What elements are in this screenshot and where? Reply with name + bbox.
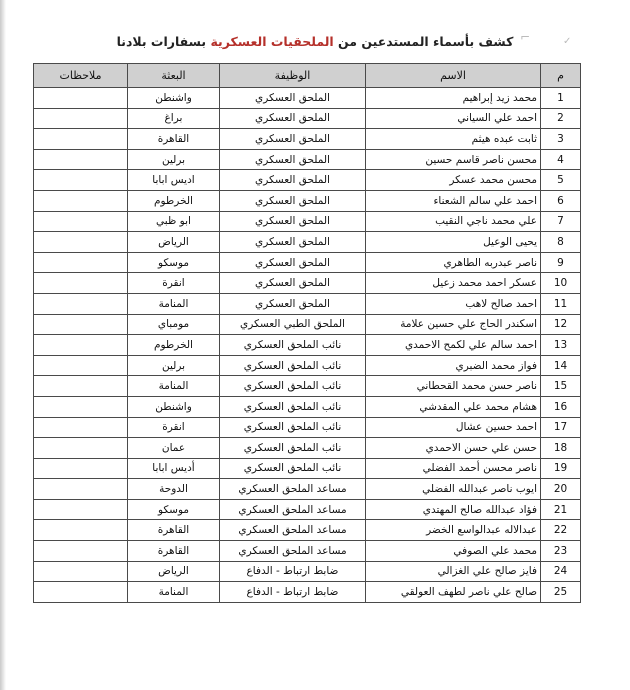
row-number: 18 (541, 438, 581, 459)
row-name: هشام محمد علي المقدشي (366, 396, 541, 417)
row-notes (34, 252, 128, 273)
table-row (34, 232, 581, 253)
row-mission: أديس ابابا (128, 458, 220, 479)
row-job: نائب الملحق العسكري (220, 417, 366, 438)
row-name: يحيى الوعيل (366, 232, 541, 253)
row-name: عسكر احمد محمد زعيل (366, 273, 541, 294)
row-number: 2 (541, 108, 581, 129)
row-mission: ابو ظبي (128, 211, 220, 232)
table-row (34, 479, 581, 500)
scan-mark-icon: ⌐ (520, 30, 531, 44)
row-mission: الدوحة (128, 479, 220, 500)
title-prefix: كشف بأسماء المستدعين من (333, 34, 514, 49)
table-row (34, 499, 581, 520)
table-row (34, 108, 581, 129)
table-row (34, 293, 581, 314)
row-number: 17 (541, 417, 581, 438)
row-name: ايوب ناصر عبدالله الفضلي (366, 479, 541, 500)
row-notes (34, 108, 128, 129)
row-notes (34, 479, 128, 500)
row-name: صالح علي ناصر لطهف العولقي (366, 582, 541, 603)
table-row (34, 211, 581, 232)
row-number: 20 (541, 479, 581, 500)
row-job: مساعد الملحق العسكري (220, 541, 366, 562)
table-row (34, 541, 581, 562)
row-mission: اديس ابابا (128, 170, 220, 191)
row-name: عبدالاله عبدالواسع الخضر (366, 520, 541, 541)
row-number: 22 (541, 520, 581, 541)
table-row (34, 355, 581, 376)
row-job: الملحق العسكري (220, 252, 366, 273)
row-mission: المنامة (128, 376, 220, 397)
row-name: احمد صالح لاهب (366, 293, 541, 314)
row-name: ناصر محسن أحمد الفضلي (366, 458, 541, 479)
row-job: الملحق العسكري (220, 108, 366, 129)
row-name: ثابت عبده هيثم (366, 129, 541, 150)
table-row (34, 561, 581, 582)
table-row (34, 190, 581, 211)
row-mission: الخرطوم (128, 190, 220, 211)
row-mission: انقرة (128, 273, 220, 294)
row-notes (34, 273, 128, 294)
row-number: 14 (541, 355, 581, 376)
title-suffix: بسفارات بلادنا (116, 34, 211, 49)
row-mission: عمان (128, 438, 220, 459)
row-notes (34, 314, 128, 335)
row-notes (34, 149, 128, 170)
table-row (34, 396, 581, 417)
row-name: محسن محمد عسكر (366, 170, 541, 191)
row-mission: الرياض (128, 561, 220, 582)
row-notes (34, 293, 128, 314)
row-number: 11 (541, 293, 581, 314)
row-number: 25 (541, 582, 581, 603)
row-notes (34, 561, 128, 582)
row-notes (34, 541, 128, 562)
row-job: نائب الملحق العسكري (220, 376, 366, 397)
row-job: مساعد الملحق العسكري (220, 520, 366, 541)
row-notes (34, 335, 128, 356)
row-job: الملحق العسكري (220, 232, 366, 253)
row-notes (34, 458, 128, 479)
row-name: محسن ناصر قاسم حسين (366, 149, 541, 170)
row-job: نائب الملحق العسكري (220, 335, 366, 356)
row-job: نائب الملحق العسكري (220, 438, 366, 459)
row-name: اسكندر الحاج علي حسين علامة (366, 314, 541, 335)
row-number: 21 (541, 499, 581, 520)
row-name: محمد علي الصوفي (366, 541, 541, 562)
row-job: ضابط ارتباط - الدفاع (220, 582, 366, 603)
row-number: 13 (541, 335, 581, 356)
row-number: 9 (541, 252, 581, 273)
header-num: م (541, 64, 581, 88)
title-highlight: الملحقيات العسكرية (210, 34, 334, 49)
row-job: نائب الملحق العسكري (220, 355, 366, 376)
row-notes (34, 211, 128, 232)
row-name: فؤاد عبدالله صالح المهتدي (366, 499, 541, 520)
row-mission: المنامة (128, 582, 220, 603)
table-row (34, 520, 581, 541)
header-notes: ملاحظات (34, 64, 128, 88)
row-notes (34, 190, 128, 211)
row-notes (34, 520, 128, 541)
row-mission: انقرة (128, 417, 220, 438)
row-notes (34, 232, 128, 253)
header-mission: البعثة (128, 64, 220, 88)
row-mission: مومباي (128, 314, 220, 335)
row-number: 23 (541, 541, 581, 562)
row-name: فايز صالح علي الغزالي (366, 561, 541, 582)
row-mission: براغ (128, 108, 220, 129)
table-row (34, 129, 581, 150)
document-title (0, 34, 630, 49)
row-number: 15 (541, 376, 581, 397)
row-mission: المنامة (128, 293, 220, 314)
row-mission: الخرطوم (128, 335, 220, 356)
row-job: مساعد الملحق العسكري (220, 499, 366, 520)
row-number: 24 (541, 561, 581, 582)
row-name: حسن علي حسن الاحمدي (366, 438, 541, 459)
row-name: احمد سالم علي لكمح الاحمدي (366, 335, 541, 356)
row-number: 4 (541, 149, 581, 170)
row-job: الملحق العسكري (220, 88, 366, 109)
table-row (34, 458, 581, 479)
row-mission: واشنطن (128, 88, 220, 109)
row-mission: برلين (128, 355, 220, 376)
row-number: 7 (541, 211, 581, 232)
row-notes (34, 355, 128, 376)
row-name: فواز محمد الضبري (366, 355, 541, 376)
row-mission: القاهرة (128, 129, 220, 150)
row-job: ضابط ارتباط - الدفاع (220, 561, 366, 582)
row-name: احمد حسين عشال (366, 417, 541, 438)
row-notes (34, 170, 128, 191)
table-row (34, 88, 581, 109)
row-job: الملحق العسكري (220, 190, 366, 211)
row-mission: موسكو (128, 499, 220, 520)
row-notes (34, 582, 128, 603)
table-row (34, 149, 581, 170)
row-notes (34, 396, 128, 417)
table-row (34, 438, 581, 459)
row-number: 10 (541, 273, 581, 294)
row-number: 19 (541, 458, 581, 479)
table-row (34, 252, 581, 273)
table-row (34, 314, 581, 335)
row-job: نائب الملحق العسكري (220, 458, 366, 479)
row-name: ناصر حسن محمد القحطاني (366, 376, 541, 397)
table-row (34, 273, 581, 294)
row-mission: القاهرة (128, 520, 220, 541)
header-job: الوظيفة (220, 64, 366, 88)
row-job: الملحق العسكري (220, 149, 366, 170)
row-number: 5 (541, 170, 581, 191)
row-mission: واشنطن (128, 396, 220, 417)
recalled-attaches-table (33, 63, 581, 603)
row-name: علي محمد ناجي النقيب (366, 211, 541, 232)
table-row (34, 376, 581, 397)
row-number: 3 (541, 129, 581, 150)
row-mission: برلين (128, 149, 220, 170)
table-row (34, 170, 581, 191)
header-name: الاسم (366, 64, 541, 88)
row-name: احمد علي السياني (366, 108, 541, 129)
row-name: محمد زيد إبراهيم (366, 88, 541, 109)
table-row (34, 335, 581, 356)
page-edge-shadow (0, 0, 6, 690)
row-notes (34, 88, 128, 109)
row-notes (34, 129, 128, 150)
row-job: الملحق العسكري (220, 170, 366, 191)
table-header-row (34, 64, 581, 88)
row-mission: الرياض (128, 232, 220, 253)
table-row (34, 417, 581, 438)
row-notes (34, 376, 128, 397)
row-job: الملحق العسكري (220, 129, 366, 150)
row-notes (34, 438, 128, 459)
row-notes (34, 499, 128, 520)
row-job: نائب الملحق العسكري (220, 396, 366, 417)
row-number: 12 (541, 314, 581, 335)
row-name: احمد علي سالم الشعناء (366, 190, 541, 211)
row-number: 16 (541, 396, 581, 417)
row-mission: القاهرة (128, 541, 220, 562)
table-row (34, 582, 581, 603)
row-mission: موسكو (128, 252, 220, 273)
row-job: مساعد الملحق العسكري (220, 479, 366, 500)
scan-mark-icon: ✓ (563, 36, 572, 47)
row-number: 6 (541, 190, 581, 211)
row-notes (34, 417, 128, 438)
row-job: الملحق العسكري (220, 293, 366, 314)
row-number: 1 (541, 88, 581, 109)
row-job: الملحق العسكري (220, 211, 366, 232)
row-job: الملحق العسكري (220, 273, 366, 294)
row-number: 8 (541, 232, 581, 253)
row-name: ناصر عبدربه الطاهري (366, 252, 541, 273)
row-job: الملحق الطبي العسكري (220, 314, 366, 335)
